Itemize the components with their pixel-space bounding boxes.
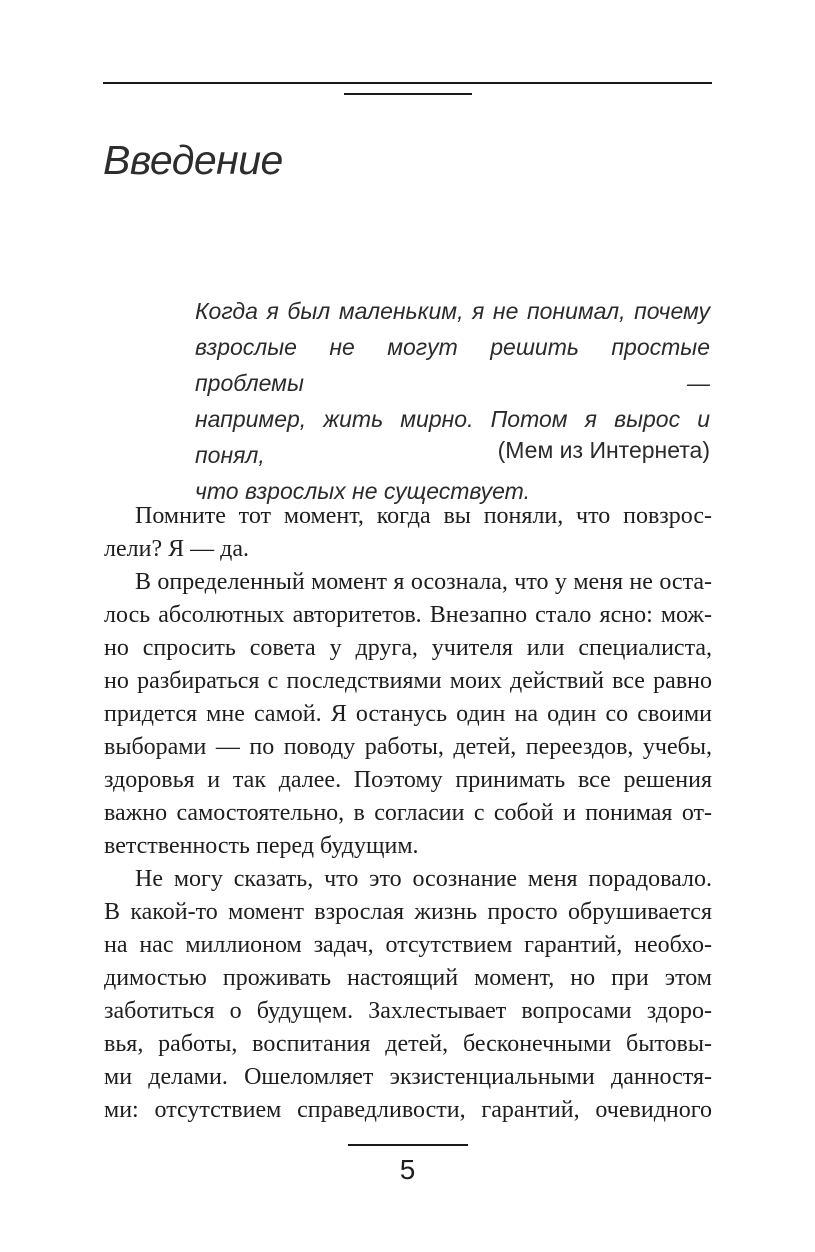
body-line: В определенный момент я осознала, что у меня не оста- [135, 569, 712, 595]
body-line: лось абсолютных авторитетов. Внезапно стало ясно: мож- [104, 602, 712, 628]
header-rule [103, 82, 712, 84]
body-line: В какой-то момент взрослая жизнь просто обрушивается [104, 899, 712, 925]
body-line: но спросить совета у друга, учителя или специалиста, [104, 635, 712, 661]
epigraph-line: что взрослых не существует. [195, 478, 530, 504]
footer-ornament-rule [348, 1144, 468, 1146]
epigraph-line: взрослые не могут решить простые проблемы — [195, 334, 710, 396]
body-line: Помните тот момент, когда вы поняли, что повзрос- [135, 503, 712, 529]
body-line: заботиться о будущем. Захлестывает вопросами здоро- [104, 998, 712, 1024]
epigraph-line: например, жить мирно. Потом я вырос и понял, [195, 406, 710, 468]
body-line: ветственность перед будущим. [104, 833, 419, 859]
body-line: вья, работы, воспитания детей, бесконечными бытовы- [104, 1031, 712, 1057]
body-line: ми делами. Ошеломляет экзистенциальными данностя- [104, 1064, 712, 1090]
body-line: Не могу сказать, что это осознание меня порадовало. [135, 866, 712, 892]
body-text [104, 500, 712, 1127]
header-ornament-rule [344, 93, 472, 95]
body-line: здоровья и так далее. Поэтому принимать все решения [104, 767, 712, 793]
body-line: лели? Я — да. [104, 536, 249, 562]
body-line: выборами — по поводу работы, детей, переездов, учебы, [104, 734, 712, 760]
body-line: ми: отсутствием справедливости, гарантий, очевидного [104, 1097, 712, 1123]
page-number: 5 [399, 1154, 416, 1185]
chapter-title: Введение [103, 137, 283, 183]
epigraph-line: Когда я был маленьким, я не понимал, почему [195, 298, 710, 324]
body-line: придется мне самой. Я останусь один на один со своими [104, 701, 712, 727]
epigraph [195, 293, 710, 509]
body-line: на нас миллионом задач, отсутствием гарантий, необхо- [104, 932, 712, 958]
body-line: димостью проживать настоящий момент, но при этом [104, 965, 712, 991]
epigraph-attribution: (Мем из Интернета) [497, 437, 710, 463]
body-line: важно самостоятельно, в согласии с собой и понимая от- [104, 800, 712, 826]
body-line: но разбираться с последствиями моих действий все равно [104, 668, 712, 694]
